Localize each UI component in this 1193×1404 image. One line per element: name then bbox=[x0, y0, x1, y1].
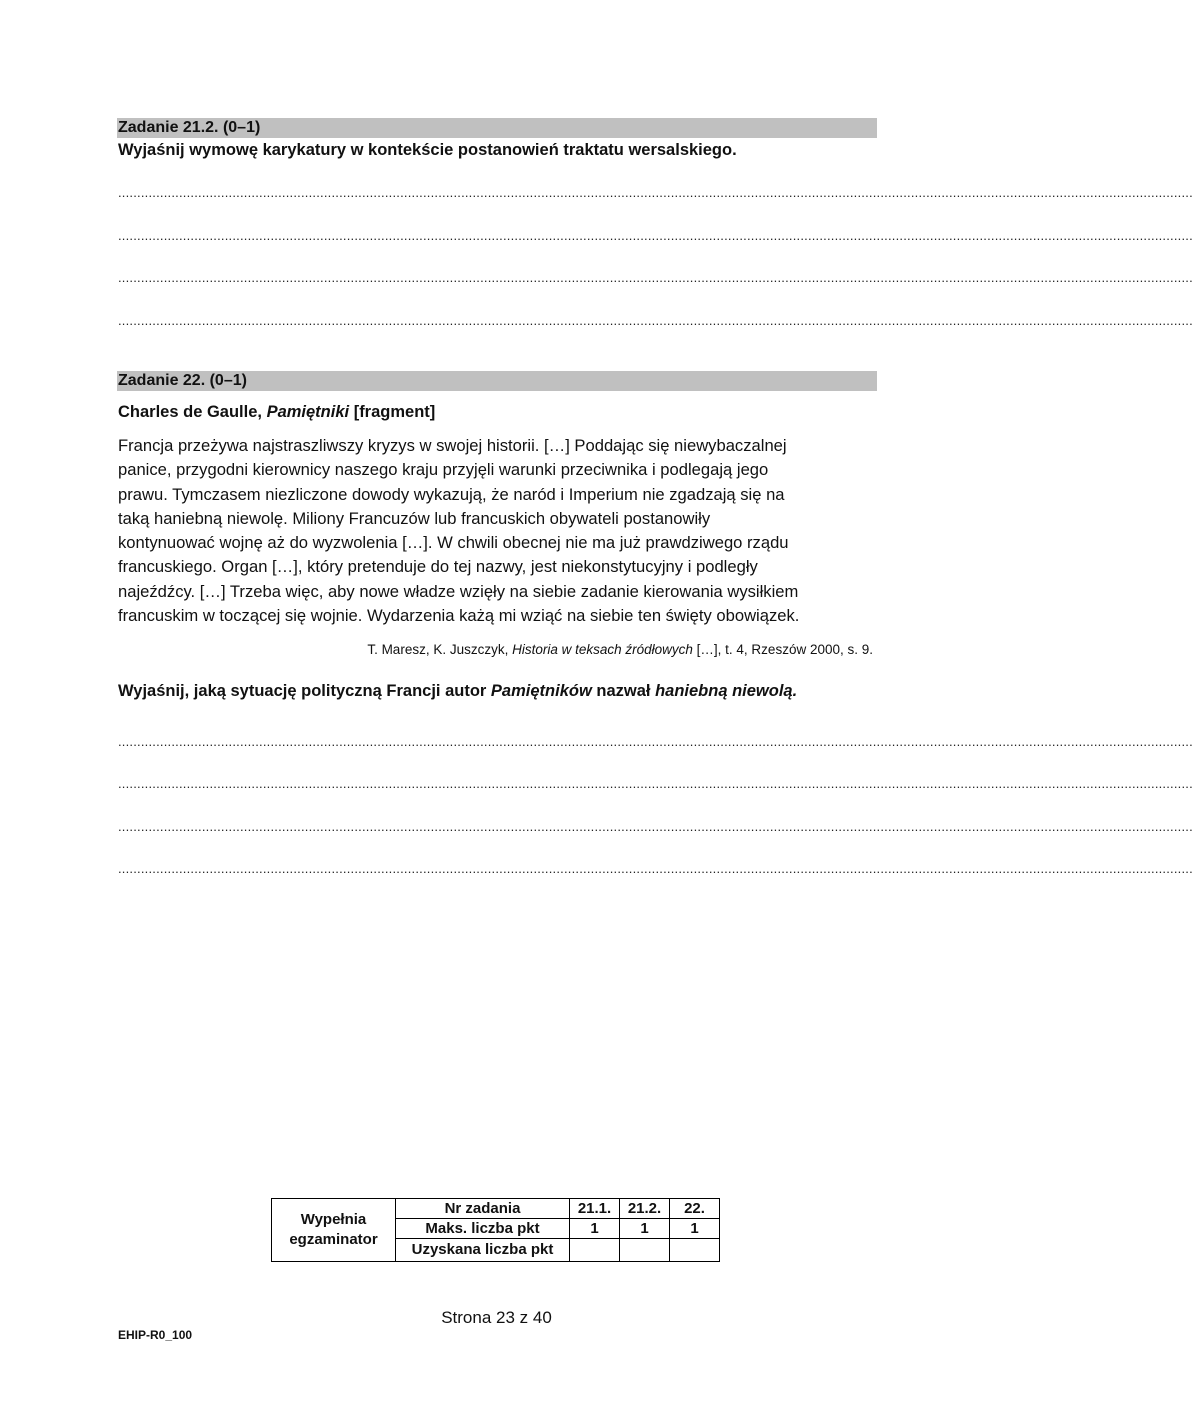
score-table bbox=[271, 1198, 720, 1262]
source-text-line: prawu. Tymczasem niezliczone dowody wykazują, że naród i Imperium nie zgadzają się na bbox=[118, 484, 785, 504]
row-label-task: Nr zadania bbox=[396, 1199, 570, 1219]
source-title bbox=[118, 403, 435, 422]
page-number: Strona 23 z 40 bbox=[441, 1308, 552, 1327]
question-italic: haniebną niewolą. bbox=[655, 682, 798, 700]
source-text-line: panice, przygodni kierownicy naszego kraju przyjęli warunki przeciwnika i podlegają jego bbox=[118, 460, 769, 480]
filler-label-line: egzaminator bbox=[289, 1231, 378, 1248]
citation-authors: T. Maresz, K. Juszczyk, bbox=[367, 642, 513, 657]
task-21-2-header: Zadanie 21.2. (0–1) bbox=[117, 118, 877, 138]
task-22-question bbox=[118, 682, 797, 701]
obtained-points-cell[interactable] bbox=[620, 1239, 670, 1262]
answer-line[interactable]: .......................................................................................................................................................................................................................................................................................... bbox=[118, 313, 1193, 328]
answer-line[interactable]: .......................................................................................................................................................................................................................................................................................... bbox=[118, 819, 1193, 834]
answer-line[interactable]: .......................................................................................................................................................................................................................................................................................... bbox=[118, 228, 1193, 243]
question-part: Wyjaśnij, jaką sytuację polityczną Francji autor bbox=[118, 682, 491, 700]
max-points-cell: 1 bbox=[620, 1219, 670, 1239]
source-suffix: [fragment] bbox=[349, 403, 436, 421]
max-points-cell: 1 bbox=[570, 1219, 620, 1239]
question-part: nazwał bbox=[591, 682, 656, 700]
citation-book: Historia w teksach źródłowych bbox=[512, 642, 693, 657]
task-number-cell: 21.1. bbox=[570, 1199, 620, 1219]
source-text-line: francuskim w toczącej się wojnie. Wydarzenia każą mi wziąć na siebie ten święty obowiązek. bbox=[118, 606, 800, 626]
max-points-cell: 1 bbox=[670, 1219, 720, 1239]
source-text-line: kontynuować wojnę aż do wyzwolenia […]. W chwili obecnej nie ma już prawdziwego rządu bbox=[118, 533, 789, 553]
source-text-line: Francja przeżywa najstraszliwszy kryzys w swojej historii. […] Poddając się niewybaczalnej bbox=[118, 436, 787, 455]
source-text-line: najeźdźcy. […] Trzeba więc, aby nowe władze wzięły na siebie zadanie kierowania wysiłkiem bbox=[118, 581, 799, 601]
source-text bbox=[118, 434, 799, 628]
source-text-line: francuskiego. Organ […], który pretenduje do tej nazwy, jest niekonstytucyjny i podległy bbox=[118, 557, 758, 577]
answer-line[interactable]: .......................................................................................................................................................................................................................................................................................... bbox=[118, 185, 1193, 200]
task-number-cell: 21.2. bbox=[620, 1199, 670, 1219]
document-code: EHIP-R0_100 bbox=[118, 1328, 193, 1342]
obtained-points-cell[interactable] bbox=[670, 1239, 720, 1262]
task-22-header: Zadanie 22. (0–1) bbox=[117, 371, 877, 391]
question-italic: Pamiętników bbox=[490, 682, 592, 700]
citation-rest: […], t. 4, Rzeszów 2000, s. 9. bbox=[692, 642, 873, 657]
answer-line[interactable]: .......................................................................................................................................................................................................................................................................................... bbox=[118, 734, 1193, 749]
task-21-2-question: Wyjaśnij wymowę karykatury w kontekście postanowień traktatu wersalskiego. bbox=[118, 141, 737, 159]
row-label-max: Maks. liczba pkt bbox=[396, 1219, 570, 1239]
filler-label bbox=[272, 1199, 396, 1262]
row-label-obtained: Uzyskana liczba pkt bbox=[396, 1239, 570, 1262]
source-text-line: taką haniebną niewolę. Miliony Francuzów lub francuskich obywateli postanowiły bbox=[118, 508, 711, 528]
source-work: Pamiętniki bbox=[266, 403, 350, 421]
answer-line[interactable]: .......................................................................................................................................................................................................................................................................................... bbox=[118, 861, 1193, 876]
source-citation bbox=[367, 642, 873, 657]
task-number-cell: 22. bbox=[670, 1199, 720, 1219]
answer-line[interactable]: .......................................................................................................................................................................................................................................................................................... bbox=[118, 270, 1193, 285]
answer-line[interactable]: .......................................................................................................................................................................................................................................................................................... bbox=[118, 776, 1193, 791]
source-author: Charles de Gaulle, bbox=[118, 403, 267, 421]
filler-label-line: Wypełnia bbox=[300, 1211, 367, 1228]
obtained-points-cell[interactable] bbox=[570, 1239, 620, 1262]
